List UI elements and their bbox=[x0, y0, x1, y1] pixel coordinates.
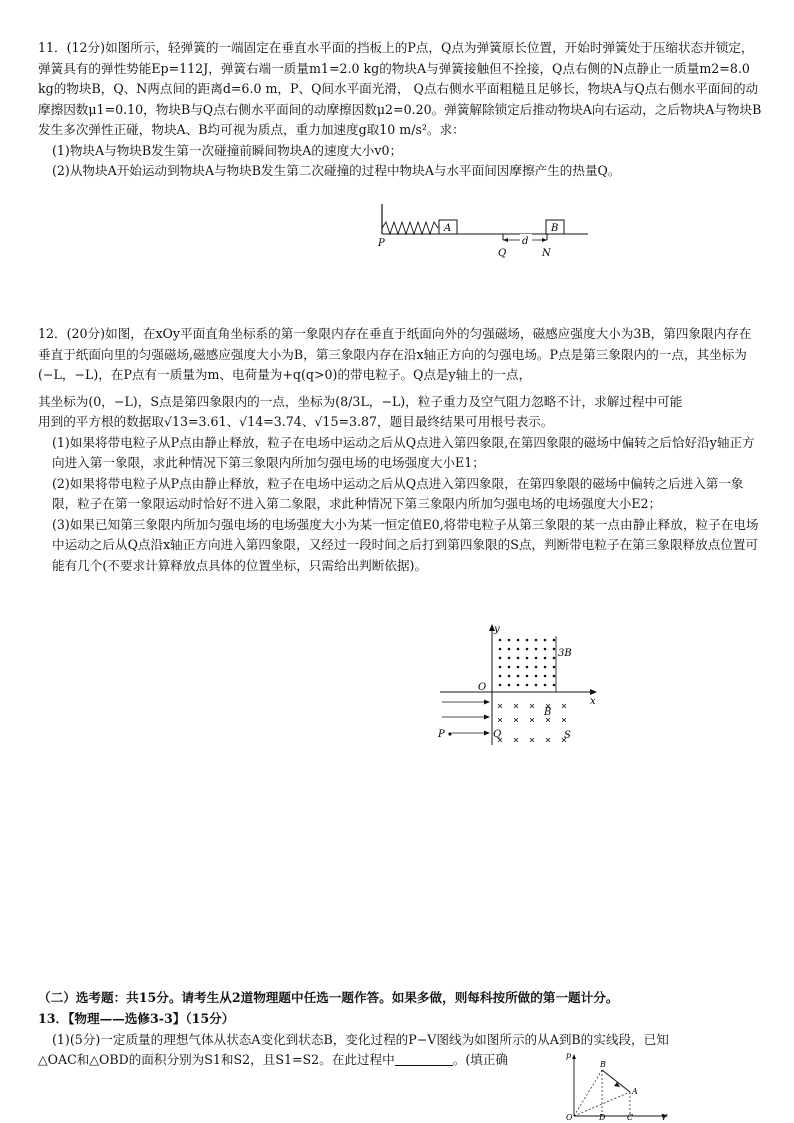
field-cross bbox=[530, 718, 534, 722]
field-dot bbox=[553, 684, 556, 687]
question-12 bbox=[38, 324, 762, 576]
q12-figure bbox=[430, 620, 610, 750]
field-cross bbox=[546, 738, 550, 742]
section-2 bbox=[38, 988, 762, 1009]
q12-dots-field bbox=[499, 639, 556, 687]
field-dot bbox=[517, 675, 520, 678]
q12-text1: 如图，在xOy平面直角坐标系的第一象限内存在垂直于纸面向外的匀强磁场，磁感应强度大小为3B，第四象限内存在垂直于纸面向里的匀强磁场,磁感应强度大小为B，第三象限内存在沿x轴正方向的匀强电场。P点是第三象限内的一点，其坐标为(−L，−L)，在P点有一质量为m、电荷量为+q(q>0)的带电粒子。Q点是y轴上的一点， bbox=[38, 326, 752, 382]
q11-label-q: Q bbox=[498, 248, 507, 259]
q11-figure bbox=[370, 200, 600, 260]
field-dot bbox=[535, 666, 538, 669]
field-dot bbox=[499, 684, 502, 687]
field-dot bbox=[544, 657, 547, 660]
q12-label-3b: 3B bbox=[558, 648, 572, 659]
field-dot bbox=[526, 648, 529, 651]
question-11 bbox=[38, 38, 762, 182]
field-dot bbox=[535, 648, 538, 651]
field-dot bbox=[517, 648, 520, 651]
q12-label-y: y bbox=[494, 624, 500, 635]
q13-label-d: D bbox=[599, 1113, 606, 1120]
field-dot bbox=[544, 684, 547, 687]
q13-label-o: O bbox=[566, 1113, 573, 1120]
section-2-heading: （二）选考题：共15分。请考生从2道物理题中任选一题作答。如果多做，则每科按所做的第一题计分。 bbox=[38, 990, 619, 1005]
field-cross bbox=[562, 704, 566, 708]
field-cross bbox=[514, 718, 518, 722]
field-dot bbox=[526, 675, 529, 678]
q13-label-b: B bbox=[600, 1060, 606, 1069]
field-dot bbox=[508, 639, 511, 642]
field-dot bbox=[535, 684, 538, 687]
q13-answer-blank[interactable] bbox=[395, 1051, 453, 1066]
field-dot bbox=[517, 666, 520, 669]
q11-stem bbox=[38, 38, 762, 141]
field-cross bbox=[530, 704, 534, 708]
field-dot bbox=[499, 648, 502, 651]
q13-arrow-mid bbox=[614, 1082, 620, 1087]
field-dot bbox=[535, 675, 538, 678]
q12-sub1: (1)如果将带电粒子从P点由静止释放，粒子在电场中运动之后从Q点进入第四象限,在第四象限的磁场中偏转之后恰好沿y轴正方向进入第一象限，求此种情况下第三象限内所加匀强电场的电场强度大小E1； bbox=[52, 434, 755, 470]
field-dot bbox=[526, 657, 529, 660]
q13-text1: (1)(5分)一定质量的理想气体从状态A变化到状态B，变化过程的P−V图线为如图所示的从A到B的实线段，已知 bbox=[52, 1031, 669, 1047]
field-dot bbox=[526, 684, 529, 687]
field-dot bbox=[526, 666, 529, 669]
q12-point-p bbox=[448, 732, 451, 735]
field-dot bbox=[499, 657, 502, 660]
field-dot bbox=[508, 675, 511, 678]
q11-label-n: N bbox=[542, 248, 551, 259]
q12-label-s: S bbox=[564, 730, 571, 741]
q12-sub2: (2)如果将带电粒子从P点由静止释放，粒子在电场中运动之后从Q点进入第四象限，在第四象限的磁场中偏转之后进入第一象限，粒子在第一象限运动时恰好不进入第二象限，求此种情况下第三象限内所加匀强电场的电场强度大小E2； bbox=[52, 475, 744, 511]
q12-label-b: B bbox=[544, 707, 552, 718]
q11-sub2: (2)从物块A开始运动到物块A与物块B发生第二次碰撞的过程中物块A与水平面间因摩擦产生的热量Q。 bbox=[52, 163, 621, 178]
q13-ob-dashed bbox=[574, 1070, 602, 1116]
field-dot bbox=[508, 684, 511, 687]
q12-x-arrow bbox=[590, 689, 597, 695]
q13-number: 13． bbox=[38, 1011, 69, 1026]
q12-stem bbox=[38, 324, 762, 386]
field-dot bbox=[508, 648, 511, 651]
q11-d-arrow-right bbox=[542, 238, 547, 242]
field-cross bbox=[562, 718, 566, 722]
q12-label-p: P bbox=[438, 729, 445, 740]
field-cross bbox=[546, 718, 550, 722]
q13-text2b: 。(填正确 bbox=[452, 1052, 509, 1067]
field-dot bbox=[553, 639, 556, 642]
field-cross bbox=[514, 704, 518, 708]
q12-sub3: (3)如果已知第三象限内所加匀强电场的电场强度大小为某一恒定值E0,将带电粒子从第三象限的某一点由静止释放，粒子在电场中运动之后从Q点沿x轴正方向进入第四象限，又经过一段时间之后打到第四象限的S点，判断带电粒子在第三象限释放点位置可能有几个(不要求计算释放点具体的位置坐标，只需给出判断依据)。 bbox=[52, 516, 759, 573]
q12-field-arrowheads bbox=[484, 700, 490, 736]
field-dot bbox=[517, 639, 520, 642]
field-dot bbox=[544, 675, 547, 678]
field-dot bbox=[499, 666, 502, 669]
field-cross bbox=[530, 738, 534, 742]
q12-text2: 其坐标为(0，−L)，S点是第四象限内的一点，坐标为(8/3L，−L)，粒子重力及空气阻力忽略不计，求解过程中可能 bbox=[38, 393, 683, 409]
q12-number: 12．(20分) bbox=[38, 326, 106, 341]
q12-text3: 用到的平方根的数据取√13=3.61、√14=3.74、√15=3.87，题目最终结果可用根号表示。 bbox=[38, 414, 554, 429]
field-dot bbox=[553, 648, 556, 651]
q11-label-p: P bbox=[378, 238, 385, 249]
field-dot bbox=[499, 675, 502, 678]
field-dot bbox=[535, 639, 538, 642]
q12-field-head-1 bbox=[484, 700, 490, 705]
q12-field-head-2 bbox=[484, 715, 490, 720]
field-cross bbox=[498, 718, 502, 722]
field-dot bbox=[553, 666, 556, 669]
field-dot bbox=[499, 639, 502, 642]
field-cross bbox=[514, 738, 518, 742]
q11-number: 11．(12分) bbox=[38, 40, 106, 55]
field-dot bbox=[517, 657, 520, 660]
q13-p-arrow bbox=[572, 1054, 576, 1059]
q13-label-c: C bbox=[627, 1113, 634, 1120]
q12-field-head-3 bbox=[484, 731, 490, 736]
field-dot bbox=[517, 684, 520, 687]
q13-ab-line bbox=[602, 1070, 630, 1092]
q12-label-q: Q bbox=[493, 729, 502, 740]
q13-figure bbox=[562, 1050, 672, 1120]
q11-label-b: B bbox=[551, 223, 559, 234]
q13-label-v: V bbox=[661, 1113, 667, 1120]
field-dot bbox=[544, 666, 547, 669]
q13-label-p: p bbox=[566, 1051, 572, 1060]
field-dot bbox=[553, 675, 556, 678]
q11-spring bbox=[382, 222, 438, 234]
q13-label-a: A bbox=[632, 1087, 638, 1096]
q12-label-x: x bbox=[590, 696, 596, 707]
field-dot bbox=[526, 639, 529, 642]
field-cross bbox=[498, 704, 502, 708]
field-dot bbox=[508, 666, 511, 669]
q13-text2a: △OAC和△OBD的面积分别为S1和S2，且S1=S2。在此过程中 bbox=[38, 1052, 395, 1067]
field-dot bbox=[553, 657, 556, 660]
q11-d-arrow-left bbox=[503, 238, 508, 242]
q13-title: 【物理——选修3-3】（15分） bbox=[68, 1011, 235, 1026]
q11-label-d: d bbox=[522, 236, 529, 247]
field-dot bbox=[544, 648, 547, 651]
q11-label-a: A bbox=[444, 223, 452, 234]
q12-field-arrows bbox=[442, 702, 488, 733]
field-dot bbox=[544, 639, 547, 642]
q12-crosses-field bbox=[498, 704, 566, 742]
q13-text2 bbox=[38, 1050, 548, 1071]
field-dot bbox=[508, 657, 511, 660]
q11-sub1: (1)物块A与物块B发生第一次碰撞前瞬间物块A的速度大小v0； bbox=[52, 142, 403, 158]
q12-label-o: O bbox=[478, 682, 487, 693]
field-dot bbox=[535, 657, 538, 660]
q13-heading bbox=[38, 1009, 762, 1030]
q11-text: 如图所示，轻弹簧的一端固定在垂直水平面的挡板上的P点，Q点为弹簧原长位置，开始时弹簧处于压缩状态并锁定，弹簧具有的弹性势能Ep=112J，弹簧右端一质量m1=2.0 kg的物块A与弹簧接触但不拴接，Q点右侧的N点静止一质量m2=8.0 kg的物块B，Q、N两点间的距离d=6.0 m，P、Q间水平面光滑， Q点右侧水平面粗糙且足够长，物块A与Q点右侧水平面间的动摩擦因数μ1=0.10，物块B与Q点右侧水平面间的动摩擦因数μ2=0.20。弹簧解除锁定后推动物块A向右运动，之后物块A与物块B发生多次弹性正碰，物块A、B均可视为质点，重力加速度g取10 m/s²。求： bbox=[38, 40, 762, 137]
